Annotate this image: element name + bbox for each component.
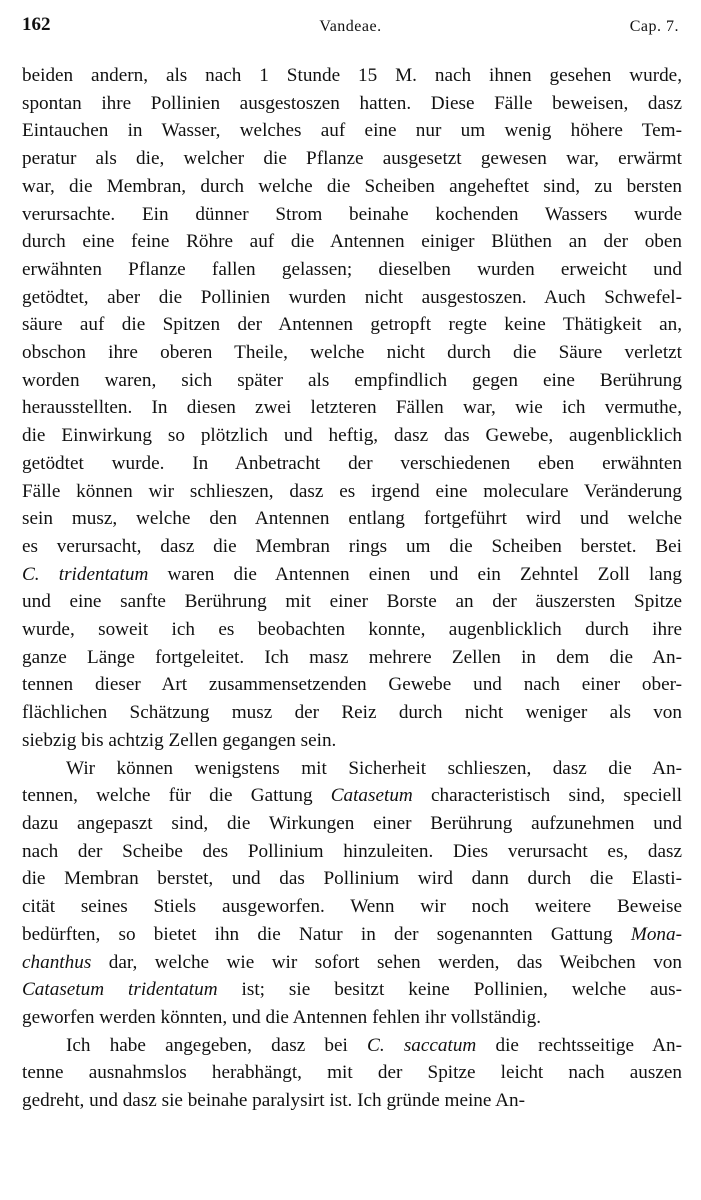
text-line: tennen, welche für die Gattung Catasetum characteristisch sind, speciell [22, 785, 682, 807]
italic-term: Catasetum tridentatum [22, 979, 218, 1001]
text-line: Catasetum tridentatum ist; sie besitzt keine Pollinien, welche aus- [22, 979, 682, 1001]
text-line: es verursacht, dasz die Membran rings um die Scheiben berstet. Bei [22, 535, 682, 557]
text-line: tennen dieser Art zusammensetzenden Gewebe und nach einer ober- [22, 674, 682, 696]
text-line: die Membran berstet, und das Pollinium wird dann durch die Elasti- [22, 868, 682, 890]
text-line: dazu angepaszt sind, die Wirkungen einer Berührung aufzunehmen und [22, 812, 682, 834]
text-line: verursachte. Ein dünner Strom beinahe kochenden Wassers wurde [22, 203, 682, 225]
text-line: siebzig bis achtzig Zellen gegangen sein. [22, 729, 337, 751]
text-line: tenne ausnahmslos herabhängt, mit der Spitze leicht nach auszen [22, 1062, 682, 1084]
running-title: Vandeae. [319, 18, 382, 35]
text-line: Wir können wenigstens mit Sicherheit schlieszen, dasz die An- [66, 757, 682, 779]
text-line: Fälle können wir schlieszen, dasz es irgend eine moleculare Veränderung [22, 480, 682, 502]
text-line: spontan ihre Pollinien ausgestoszen hatten. Diese Fälle beweisen, dasz [22, 92, 682, 114]
text-line: chanthus dar, welche wie wir sofort sehen werden, das Weibchen von [22, 951, 682, 973]
text-line: getödtet, aber die Pollinien wurden nicht ausgestoszen. Auch Schwefel- [22, 286, 682, 308]
text-line: durch eine feine Röhre auf die Antennen einiger Blüthen an der oben [22, 231, 682, 253]
text-line: säure auf die Spitzen der Antennen getropft regte keine Thätigkeit an, [22, 314, 682, 336]
paragraph [22, 755, 682, 1032]
text-line: nach der Scheibe des Pollinium hinzuleiten. Dies verursacht es, dasz [22, 840, 682, 862]
italic-term: chanthus [22, 951, 92, 973]
text-line: bedürften, so bietet ihn die Natur in der sogenannten Gattung Mona- [22, 923, 682, 945]
text-line: Eintauchen in Wasser, welches auf eine nur um wenig höhere Tem- [22, 120, 682, 142]
text-line: obschon ihre oberen Theile, welche nicht durch die Säure verletzt [22, 342, 682, 364]
text-line: beiden andern, als nach 1 Stunde 15 M. nach ihnen gesehen wurde, [22, 65, 682, 86]
text-line: flächlichen Schätzung musz der Reiz durch nicht weniger als von [22, 702, 682, 724]
italic-term: Mona- [630, 923, 682, 945]
text-line: sein musz, welche den Antennen entlang fortgeführt wird und welche [22, 508, 682, 530]
italic-term: C. saccatum [367, 1034, 477, 1056]
body-text [22, 62, 682, 1115]
text-line: war, die Membran, durch welche die Scheiben angeheftet sind, zu bersten [22, 175, 682, 197]
text-line: worden waren, sich später als empfindlich gegen eine Berührung [22, 369, 682, 391]
text-line: herausstellten. In diesen zwei letzteren Fällen war, wie ich vermuthe, [22, 397, 682, 419]
text-line: getödtet wurde. In Anbetracht der verschiedenen eben erwähnten [22, 452, 682, 474]
text-line: wurde, soweit ich es beobachten konnte, augenblicklich durch ihre [22, 619, 682, 641]
text-line: C. tridentatum waren die Antennen einen und ein Zehntel Zoll lang [22, 563, 682, 585]
text-line: Ich habe angegeben, dasz bei C. saccatum die rechtsseitige An- [66, 1034, 682, 1056]
italic-term: Catasetum [330, 785, 413, 807]
text-line: ganze Länge fortgeleitet. Ich masz mehrere Zellen in dem die An- [22, 646, 682, 668]
italic-term: C. tridentatum [22, 563, 149, 585]
text-line: peratur als die, welcher die Pflanze ausgesetzt gewesen war, erwärmt [22, 148, 682, 170]
text-line: erwähnten Pflanze fallen gelassen; dieselben wurden erweicht und [22, 258, 682, 280]
page-number: 162 [22, 14, 51, 35]
text-line: cität seines Stiels ausgeworfen. Wenn wir noch weitere Beweise [22, 896, 682, 918]
text-line: und eine sanfte Berührung mit einer Borste an der äuszersten Spitze [22, 591, 682, 613]
page-header [22, 14, 679, 44]
text-line: gedreht, und dasz sie beinahe paralysirt ist. Ich gründe meine An- [22, 1090, 525, 1112]
paragraph [22, 62, 682, 755]
text-line: geworfen werden könnten, und die Antennen fehlen ihr vollständig. [22, 1006, 541, 1028]
text-line: die Einwirkung so plötzlich und heftig, dasz das Gewebe, augenblicklich [22, 425, 682, 447]
chapter-label: Cap. 7. [629, 18, 679, 35]
paragraph [22, 1032, 682, 1115]
